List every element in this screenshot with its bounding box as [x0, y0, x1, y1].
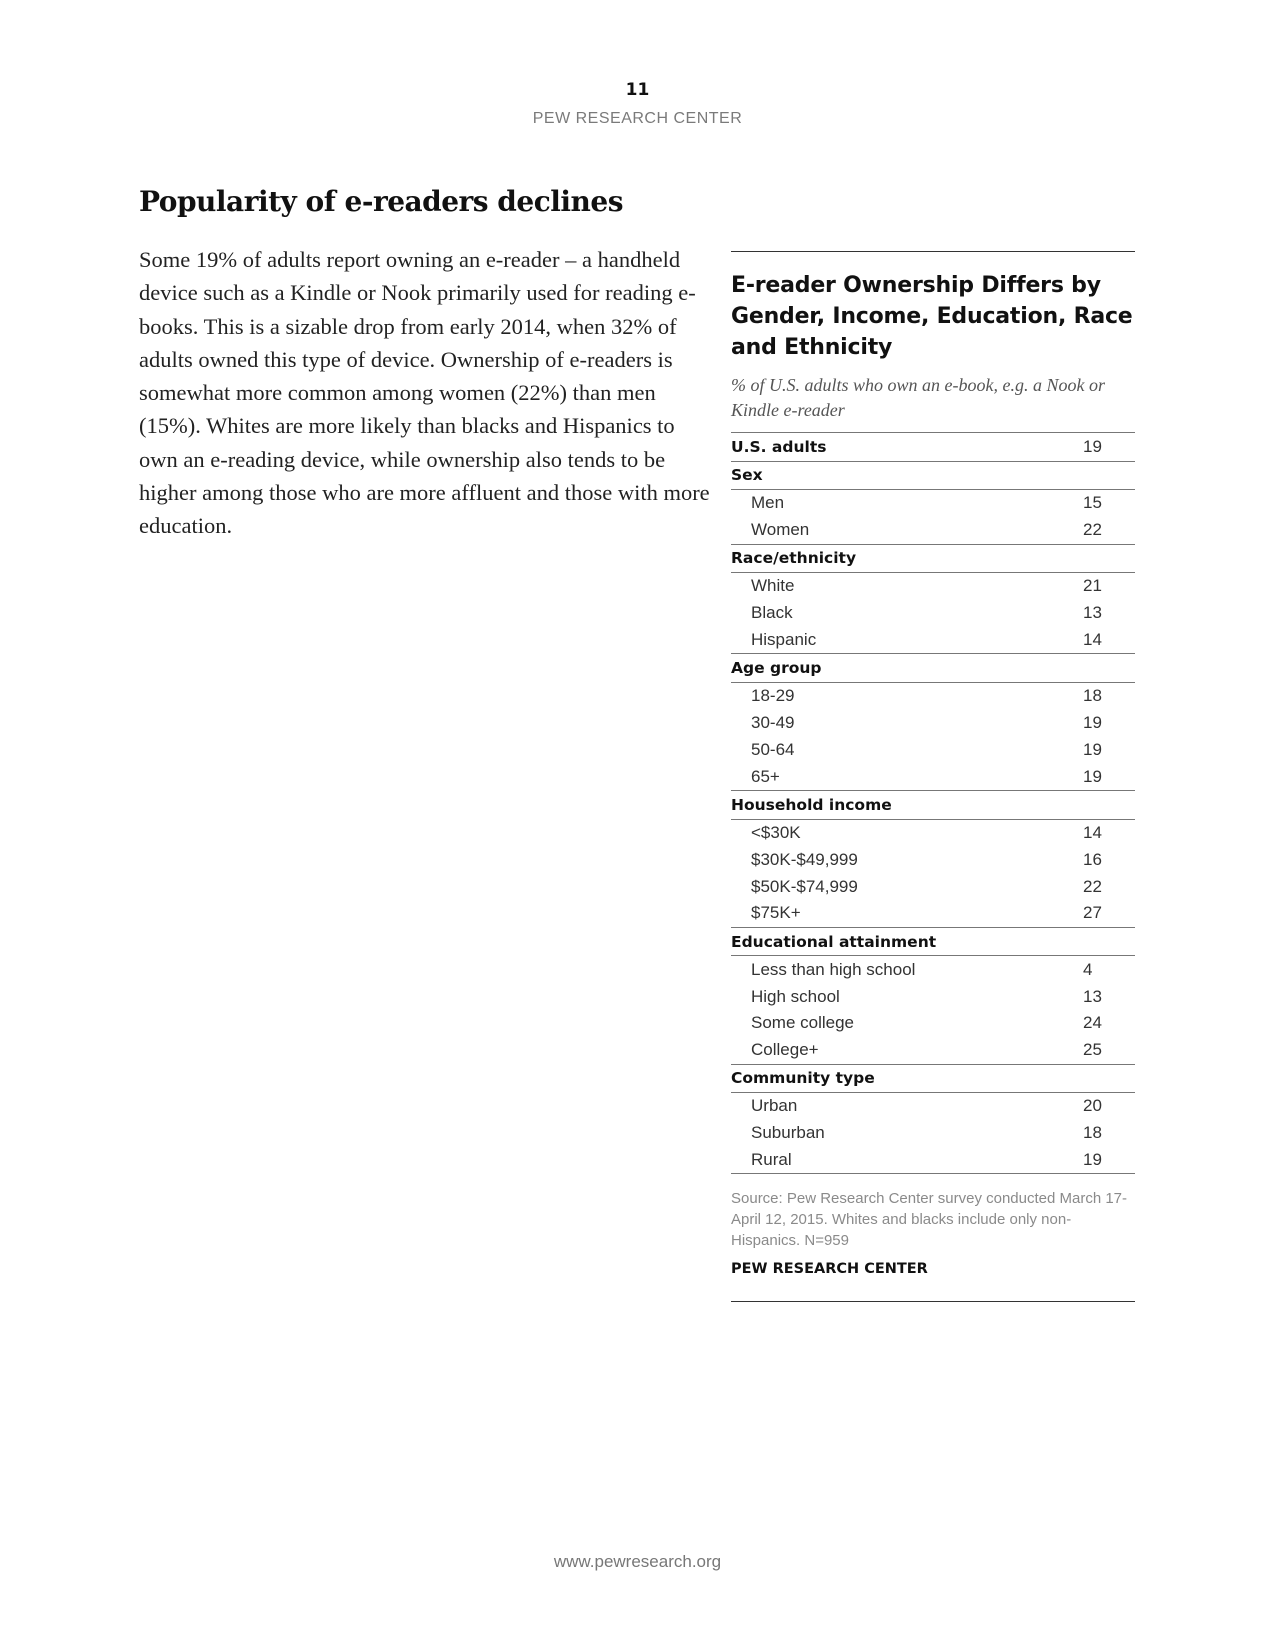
group-heading — [731, 462, 1135, 491]
row-label: Some college — [751, 1013, 855, 1033]
row-value: 19 — [1083, 766, 1102, 786]
page-number: 11 — [625, 80, 650, 100]
group-household-income — [731, 791, 1135, 928]
row-label: Less than high school — [751, 959, 916, 979]
row-label: $30K-$49,999 — [751, 849, 858, 869]
table-title: E-reader Ownership Differs by Gender, Income, Education, Race and Ethnicity — [731, 273, 1133, 360]
table-row — [731, 573, 1135, 600]
row-label: <$30K — [751, 823, 801, 843]
group-heading-label: Age group — [731, 659, 822, 678]
table-row — [731, 1093, 1135, 1120]
table-row — [731, 737, 1135, 764]
row-value: 13 — [1083, 603, 1102, 623]
row-value: 22 — [1083, 876, 1102, 896]
table-row — [731, 763, 1135, 790]
organization-header: PEW RESEARCH CENTER — [532, 110, 743, 127]
table-row — [731, 956, 1135, 983]
table-row — [731, 846, 1135, 873]
table-credit: PEW RESEARCH CENTER — [731, 1261, 928, 1278]
row-label: Men — [751, 493, 785, 513]
table-row — [731, 1120, 1135, 1147]
row-value: 22 — [1083, 520, 1102, 540]
group-heading-label: Sex — [731, 466, 763, 485]
table-row — [731, 820, 1135, 847]
row-label: Rural — [751, 1150, 792, 1170]
row-value: 19 — [1083, 1150, 1102, 1170]
row-value: 15 — [1083, 493, 1102, 513]
row-value: 19 — [1083, 713, 1102, 733]
row-value: 14 — [1083, 823, 1102, 843]
row-value: 16 — [1083, 849, 1102, 869]
row-label: Hispanic — [751, 630, 817, 650]
row-label: 18-29 — [751, 686, 795, 706]
row-label: High school — [751, 986, 840, 1006]
table-row — [731, 900, 1135, 927]
row-value: 20 — [1083, 1096, 1102, 1116]
table-row — [731, 983, 1135, 1010]
row-value: 4 — [1083, 959, 1093, 979]
table-row — [731, 627, 1135, 654]
table-row — [731, 517, 1135, 544]
row-label: Suburban — [751, 1123, 825, 1143]
row-value: 27 — [1083, 903, 1102, 923]
group-heading — [731, 791, 1135, 820]
footer-url: www.pewresearch.org — [553, 1552, 722, 1571]
table-row — [731, 683, 1135, 710]
row-label: White — [751, 576, 795, 596]
row-label: College+ — [751, 1040, 819, 1060]
group-sex — [731, 462, 1135, 545]
row-label: 50-64 — [751, 739, 795, 759]
row-label: $75K+ — [751, 903, 801, 923]
row-label: 30-49 — [751, 713, 795, 733]
group-heading-label: Household income — [731, 795, 892, 814]
group-heading — [731, 545, 1135, 574]
data-table-panel — [731, 251, 1135, 1302]
row-label: U.S. adults — [731, 437, 827, 456]
table-row — [731, 490, 1135, 517]
group-heading — [731, 928, 1135, 957]
row-value: 13 — [1083, 986, 1102, 1006]
row-value: 19 — [1083, 436, 1102, 456]
row-label: Black — [751, 603, 793, 623]
row-value: 24 — [1083, 1013, 1102, 1033]
row-value: 18 — [1083, 1123, 1102, 1143]
row-value: 18 — [1083, 686, 1102, 706]
table-row — [731, 873, 1135, 900]
row-value: 14 — [1083, 630, 1102, 650]
group-age — [731, 654, 1135, 791]
group-heading — [731, 654, 1135, 683]
row-value: 21 — [1083, 576, 1102, 596]
group-race-ethnicity — [731, 545, 1135, 655]
table-row — [731, 1010, 1135, 1037]
group-heading-label: Community type — [731, 1069, 875, 1088]
group-heading-label: Educational attainment — [731, 932, 937, 951]
row-value: 19 — [1083, 739, 1102, 759]
group-community-type — [731, 1065, 1135, 1175]
row-label: 65+ — [751, 766, 780, 786]
table-row — [731, 1037, 1135, 1064]
group-educational-attainment — [731, 928, 1135, 1065]
table-row — [731, 710, 1135, 737]
row-label: $50K-$74,999 — [751, 876, 858, 896]
section-title: Popularity of e-readers declines — [139, 185, 623, 218]
body-paragraph: Some 19% of adults report owning an e-reader – a handheld device such as a Kindle or Nook primarily used for reading e-books. This is a sizable drop from early 2014, when 32% of adults owned this type of device. Ownership of e-readers is somewhat more common among women (22%) than men (15%). Whites are more likely than blacks and Hispanics to own an e-reading device, while ownership also tends to be higher among those who are more affluent and those with more education. — [139, 247, 710, 539]
table-row — [731, 1147, 1135, 1174]
table-source-note: Source: Pew Research Center survey conducted March 17-April 12, 2015. Whites and blacks include only non-Hispanics. N=959 — [731, 1190, 1128, 1250]
table-row — [731, 600, 1135, 627]
table-bottom-divider — [731, 1301, 1135, 1302]
table-subtitle: % of U.S. adults who own an e-book, e.g. a Nook or Kindle e-reader — [731, 375, 1105, 420]
group-heading — [731, 1065, 1135, 1094]
ownership-table — [731, 432, 1135, 1174]
table-row-total — [731, 433, 1135, 462]
row-label: Women — [751, 520, 810, 540]
row-value: 25 — [1083, 1040, 1102, 1060]
group-heading-label: Race/ethnicity — [731, 549, 857, 568]
row-label: Urban — [751, 1096, 798, 1116]
